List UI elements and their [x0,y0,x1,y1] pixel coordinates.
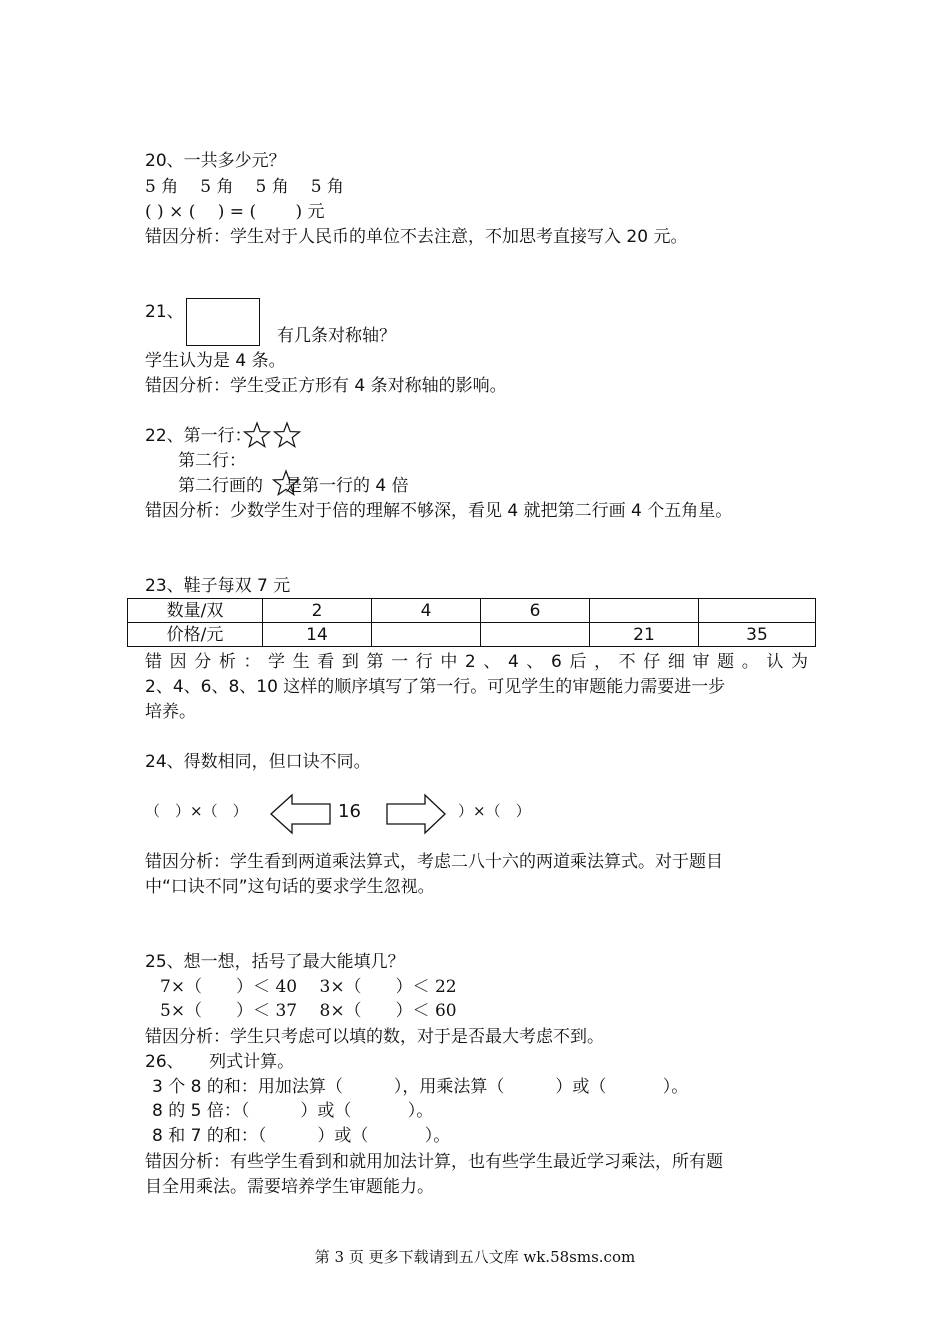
right-arrow-icon [385,794,449,836]
q26-analysis-line1: 错因分析：有些学生看到和就用加法计算，也有些学生最近学习乘法，所有题 [145,1152,723,1172]
star-icon [275,423,300,447]
analysis-char: 仔 [643,652,661,672]
q25-row1: 7×（ ）＜ 40 3×（ ）＜ 22 [160,977,457,997]
q23-title: 23、鞋子每双 7 元 [145,576,291,596]
coin-label: 5 角 [310,177,344,197]
analysis-char: ： [243,652,261,672]
q23-analysis-line2: 2、4、6、8、10 这样的顺序填写了第一行。可见学生的审题能力需要进一步 [145,677,726,697]
table-row [128,599,816,623]
q22-line3-a: 第二行画的 [178,476,263,496]
q23-analysis-line1 [145,651,808,673]
coin-label: 5 角 [255,177,289,197]
q22-line3-b: 是第一行的 4 倍 [285,476,409,496]
q23-analysis-line3: 培养。 [145,702,196,722]
q22-row1-label: 22、第一行： [145,426,252,446]
analysis-char: 。 [741,652,759,672]
q21-student-answer: 学生认为是 4 条。 [145,351,286,371]
analysis-char: 第 [366,652,384,672]
analysis-char: 生 [292,652,310,672]
coin-label: 5 角 [145,177,179,197]
analysis-char: 、 [483,652,501,672]
q22-stars [243,422,303,448]
analysis-char: 因 [169,652,187,672]
analysis-char: 中 [440,652,458,672]
analysis-char: 到 [341,652,359,672]
coin-label: 5 角 [200,177,234,197]
analysis-char: 、 [526,652,544,672]
table-cell: 35 [699,623,816,647]
q24-center-number: 16 [338,801,361,822]
analysis-char: 看 [317,652,335,672]
analysis-char: 一 [391,652,409,672]
q24-analysis-line2: 中“口诀不同”这句话的要求学生忽视。 [145,877,435,897]
q22-row2-label: 第二行： [178,451,246,471]
analysis-char: 为 [790,652,808,672]
q26-line1: 3 个 8 的和：用加法算（ ），用乘法算（ ）或（ ）。 [152,1077,689,1097]
table-cell [699,599,816,623]
analysis-char: 不 [618,652,636,672]
table-cell: 14 [263,623,372,647]
table-cell: 2 [263,599,372,623]
table-cell [481,623,590,647]
analysis-char: 错 [145,652,162,672]
q24-title: 24、得数相同，但口诀不同。 [145,752,371,772]
table-row [128,623,816,647]
left-arrow-icon [270,794,334,836]
rectangle-figure [186,298,260,346]
analysis-char: ， [594,652,612,672]
q25-title: 25、想一想，括号了最大能填几？ [145,952,405,972]
q20-coins [145,176,344,198]
price-table [127,598,816,647]
table-cell: 4 [372,599,481,623]
q22-inline-star [272,470,300,496]
q20-analysis: 错因分析：学生对于人民币的单位不去注意，不加思考直接写入 20 元。 [145,227,688,247]
star-icon [274,471,299,495]
table-cell [372,623,481,647]
analysis-char: 4 [507,652,519,672]
analysis-char: 认 [766,652,784,672]
q24-right-expr: ）×（ ） [458,802,531,820]
star-icon [245,423,270,447]
page-footer: 第 3 页 更多下载请到五八文库 wk.58sms.com [314,1248,636,1266]
analysis-char: 分 [194,652,212,672]
q26-title: 26、 列式计算。 [145,1052,295,1072]
table-cell: 21 [590,623,699,647]
analysis-char: 细 [667,652,685,672]
table-cell: 6 [481,599,590,623]
q24-analysis-line1: 错因分析：学生看到两道乘法算式，考虑二八十六的两道乘法算式。对于题目 [145,852,723,872]
analysis-char: 题 [717,652,735,672]
analysis-char: 后 [569,652,587,672]
q26-analysis-line2: 目全用乘法。需要培养学生审题能力。 [145,1177,434,1197]
table-cell: 数量/双 [128,599,263,623]
q26-line3: 8 和 7 的和：（ ）或（ ）。 [152,1126,451,1146]
q25-row2: 5×（ ）＜ 37 8×（ ）＜ 60 [160,1001,457,1021]
analysis-char: 行 [415,652,433,672]
q25-analysis: 错因分析：学生只考虑可以填的数，对于是否最大考虑不到。 [145,1027,604,1047]
q21-analysis: 错因分析：学生受正方形有 4 条对称轴的影响。 [145,376,507,396]
analysis-char: 审 [692,652,710,672]
q20-formula: ( ) × ( ) = ( ) 元 [145,202,325,222]
q26-line2: 8 的 5 倍：（ ）或（ ）。 [152,1101,434,1121]
table-cell [590,599,699,623]
table-cell: 价格/元 [128,623,263,647]
q24-left-expr: （ ）×（ ） [145,802,248,820]
q20-title: 20、一共多少元？ [145,151,286,171]
q22-analysis: 错因分析：少数学生对于倍的理解不够深，看见 4 就把第二行画 4 个五角星。 [145,501,733,521]
analysis-char: 2 [464,652,476,672]
q21-number: 21、 [145,302,184,322]
analysis-char: 析 [218,652,236,672]
analysis-char: 6 [551,652,562,672]
q21-question: 有几条对称轴？ [277,326,396,346]
analysis-char: 学 [268,652,286,672]
